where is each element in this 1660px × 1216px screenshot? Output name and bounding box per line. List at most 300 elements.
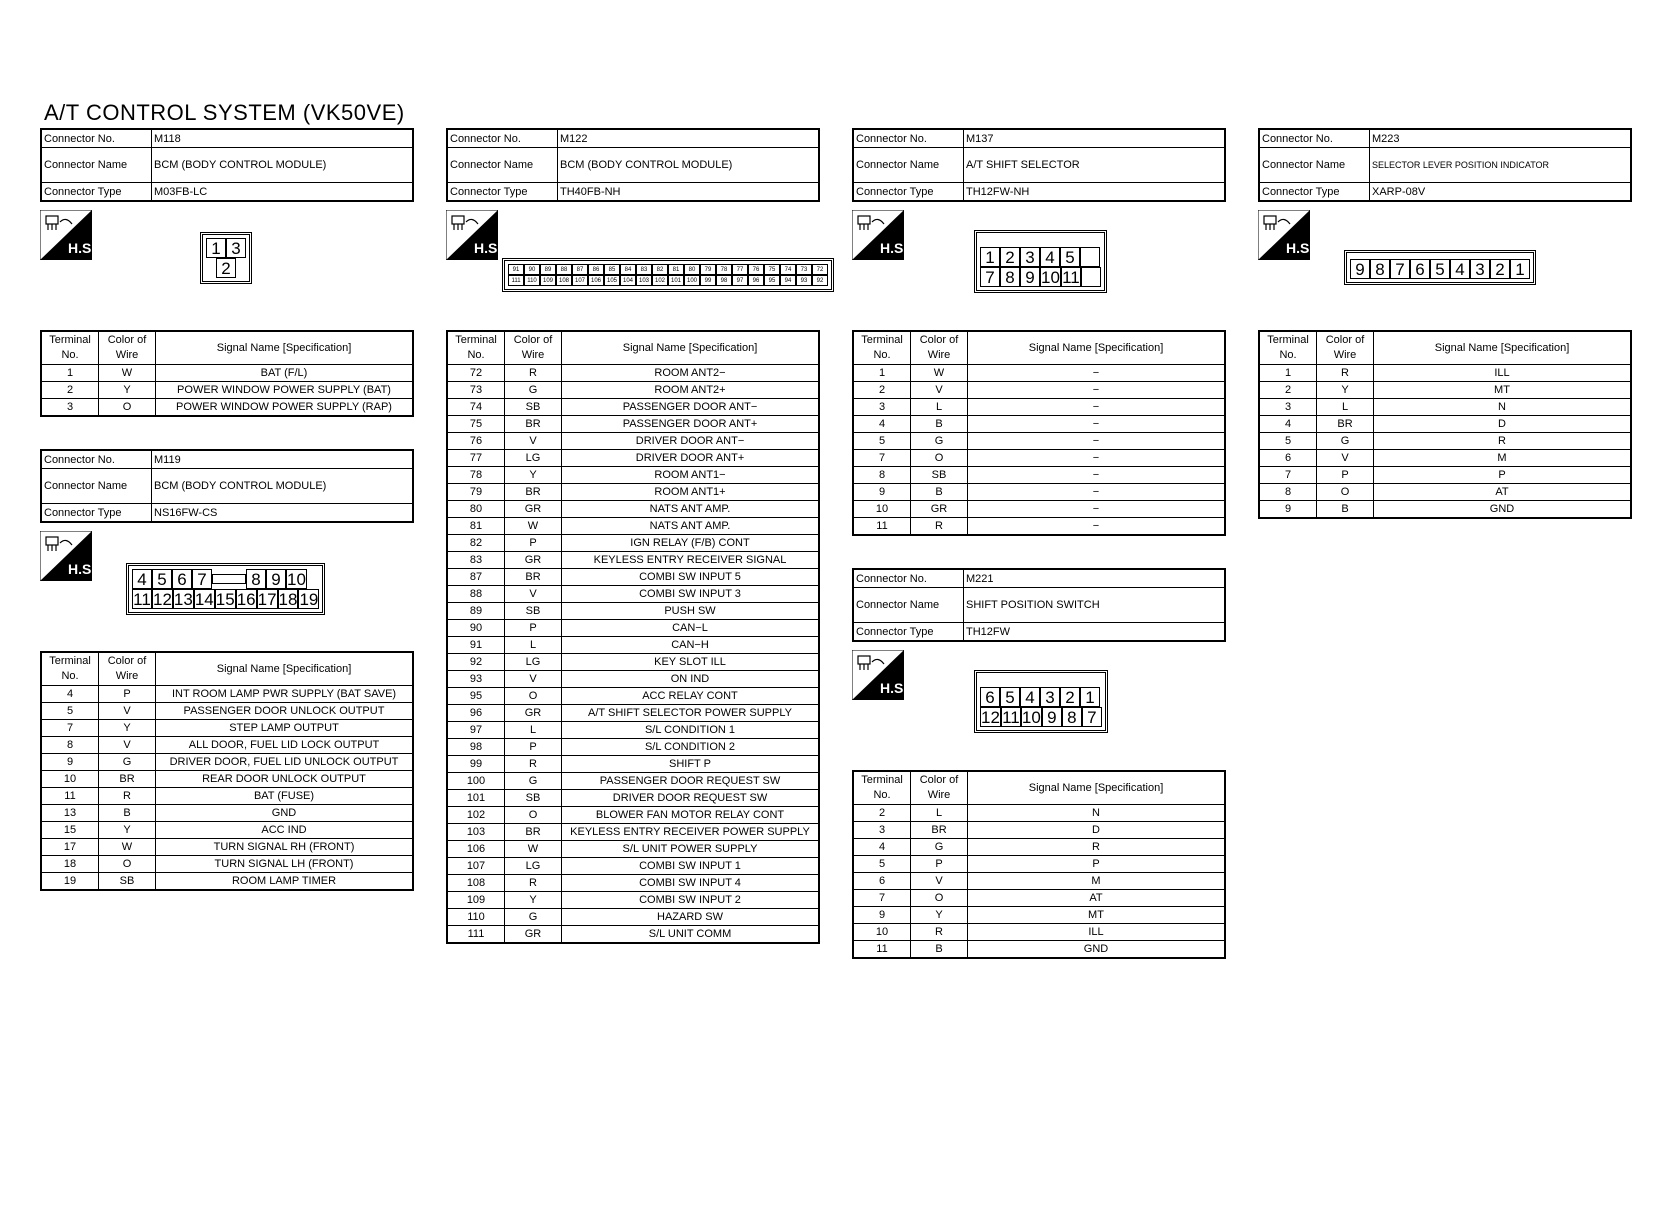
connector-pin-cell: 3 (1040, 687, 1060, 707)
signal-name: REAR DOOR UNLOCK OUTPUT (156, 771, 414, 788)
connector-pin-cell: 78 (716, 264, 732, 275)
connector-pin-cell: 106 (588, 275, 604, 286)
column-m223 (1258, 128, 1632, 519)
wire-color: Y (99, 382, 156, 399)
terminal-no: 17 (41, 839, 99, 856)
connector-info-value: M221 (964, 569, 1226, 588)
connector-info-row (1259, 129, 1631, 148)
connector-pin-cell: 99 (700, 275, 716, 286)
pin-row (447, 875, 819, 892)
hs-label: H.S. (68, 561, 96, 577)
connector-pin-cell: 89 (540, 264, 556, 275)
wire-color: L (1317, 399, 1374, 416)
terminal-no: 3 (1259, 399, 1317, 416)
connector-pin-cell: 3 (1020, 247, 1040, 267)
wire-color: GR (911, 501, 968, 518)
pin-row (447, 552, 819, 569)
connector-pin-cell: 15 (215, 590, 235, 609)
signal-name: PASSENGER DOOR REQUEST SW (562, 773, 820, 790)
pin-row (853, 805, 1225, 822)
connector-pin-cell: 4 (1450, 259, 1470, 279)
connector-pin-cell: 10 (1021, 708, 1041, 727)
signal-name: NATS ANT AMP. (562, 501, 820, 518)
pin-row (853, 873, 1225, 890)
wire-color: R (505, 365, 562, 382)
connector-info-value: SHIFT POSITION SWITCH (964, 588, 1226, 623)
connector-info-value: NS16FW-CS (152, 504, 414, 523)
color-of-wire-header: Color of Wire (505, 331, 562, 365)
connector-diagram (40, 523, 414, 651)
connector-pin-cell: 4 (1040, 247, 1060, 267)
connector-info-row (853, 148, 1225, 183)
wire-color: BR (911, 822, 968, 839)
connector-pin-cell: 1 (206, 238, 226, 258)
wire-color: BR (1317, 416, 1374, 433)
connector-pin-cell: 104 (620, 275, 636, 286)
connector-pin-cell (212, 574, 246, 584)
pin-row (447, 773, 819, 790)
wire-color: BR (505, 569, 562, 586)
connector-info-label: Connector Name (1259, 148, 1370, 183)
column-m118-m119 (40, 128, 414, 891)
terminal-no: 9 (853, 484, 911, 501)
connector-pin-cell: 91 (508, 264, 524, 275)
connector-pin-cell: 110 (524, 275, 540, 286)
page-title: A/T CONTROL SYSTEM (VK50VE) (44, 100, 405, 125)
signal-name: GND (1374, 501, 1632, 519)
wire-color: R (911, 924, 968, 941)
pin-table (40, 651, 414, 891)
wire-color: GR (505, 501, 562, 518)
signal-name: PASSENGER DOOR ANT− (562, 399, 820, 416)
signal-name: KEY SLOT ILL (562, 654, 820, 671)
signal-name: KEYLESS ENTRY RECEIVER SIGNAL (562, 552, 820, 569)
connector-info-row (41, 504, 413, 523)
pin-row (447, 501, 819, 518)
wire-color: SB (99, 873, 156, 891)
connector-pin-cell: 8 (246, 569, 266, 589)
connector-info-label: Connector Type (447, 183, 558, 202)
connector-pin-cell: 90 (524, 264, 540, 275)
pin-row (41, 839, 413, 856)
terminal-no: 15 (41, 822, 99, 839)
connector-pin-cell: 3 (226, 238, 246, 258)
connector-info-value: XARP-08V (1370, 183, 1632, 202)
connector-pin-cell: 87 (572, 264, 588, 275)
signal-name: S/L CONDITION 1 (562, 722, 820, 739)
terminal-no: 6 (853, 873, 911, 890)
wire-color: G (1317, 433, 1374, 450)
wire-color: R (99, 788, 156, 805)
connector-info-value: M119 (152, 450, 414, 469)
connector-pin-cell: 6 (980, 687, 1000, 707)
connector-info-row (447, 129, 819, 148)
terminal-no: 9 (1259, 501, 1317, 519)
pin-row (853, 382, 1225, 399)
signal-name: AT (968, 890, 1226, 907)
connector-face-row (980, 247, 1101, 267)
terminal-no: 19 (41, 873, 99, 891)
signal-name: ROOM ANT2− (562, 365, 820, 382)
connector-pin-cell: 100 (684, 275, 700, 286)
wire-color: SB (505, 603, 562, 620)
connector-face-row (508, 264, 828, 275)
terminal-no: 109 (447, 892, 505, 909)
pin-row (447, 722, 819, 739)
wire-color: Y (99, 720, 156, 737)
pin-row (1259, 433, 1631, 450)
connector-diagram (852, 642, 1226, 770)
terminal-no: 95 (447, 688, 505, 705)
connector-face (974, 230, 1107, 293)
signal-name: BAT (FUSE) (156, 788, 414, 805)
connector-info-row (1259, 148, 1631, 183)
connector-info-table (446, 128, 820, 202)
color-of-wire-header: Color of Wire (1317, 331, 1374, 365)
connector-info-value: TH12FW (964, 623, 1226, 642)
connector-pin-cell: 11 (1062, 268, 1080, 287)
connector-pin-cell: 79 (700, 264, 716, 275)
hs-icon (40, 531, 96, 581)
wire-color: G (505, 909, 562, 926)
pin-row (1259, 382, 1631, 399)
signal-name: ROOM LAMP TIMER (156, 873, 414, 891)
connector-pin-cell: 103 (636, 275, 652, 286)
pin-row (447, 450, 819, 467)
pin-row (447, 705, 819, 722)
wire-color: P (911, 856, 968, 873)
connector-pin-cell: 1 (1080, 687, 1100, 707)
signal-name: ROOM ANT1+ (562, 484, 820, 501)
terminal-no: 81 (447, 518, 505, 535)
terminal-no: 106 (447, 841, 505, 858)
signal-name: CAN−L (562, 620, 820, 637)
pin-row (41, 382, 413, 399)
terminal-no: 2 (853, 382, 911, 399)
pin-row (447, 586, 819, 603)
connector-pin-cell: 17 (257, 590, 277, 609)
pin-row (447, 688, 819, 705)
connector-pin-cell: 85 (604, 264, 620, 275)
connector-pin-cell: 105 (604, 275, 620, 286)
signal-name: POWER WINDOW POWER SUPPLY (BAT) (156, 382, 414, 399)
connector-pin-cell: 5 (1430, 259, 1450, 279)
terminal-no: 75 (447, 416, 505, 433)
wire-color: B (1317, 501, 1374, 519)
signal-name: CAN−H (562, 637, 820, 654)
wire-color: G (911, 433, 968, 450)
connector-pin-cell: 83 (636, 264, 652, 275)
terminal-no: 2 (853, 805, 911, 822)
connector-pin-cell: 74 (780, 264, 796, 275)
terminal-no: 6 (1259, 450, 1317, 467)
connector-pin-cell: 16 (236, 590, 256, 609)
pin-row (447, 671, 819, 688)
signal-name: GND (968, 941, 1226, 959)
hs-icon (852, 210, 908, 260)
signal-name-header: Signal Name [Specification] (968, 331, 1226, 365)
signal-name: COMBI SW INPUT 3 (562, 586, 820, 603)
wire-color: L (911, 399, 968, 416)
terminal-no: 8 (1259, 484, 1317, 501)
connector-face (974, 670, 1108, 733)
connector-info-label: Connector No. (853, 569, 964, 588)
connector-pin-cell: 1 (980, 247, 1000, 267)
signal-name: ON IND (562, 671, 820, 688)
hs-label: H.S. (474, 240, 502, 256)
terminal-no: 1 (41, 365, 99, 382)
connector-info-value: M137 (964, 129, 1226, 148)
connector-block (446, 128, 824, 944)
terminal-no: 91 (447, 637, 505, 654)
terminal-no: 7 (1259, 467, 1317, 484)
pin-row (447, 926, 819, 944)
signal-name: ROOM ANT1− (562, 467, 820, 484)
connector-diagram (446, 202, 824, 330)
pin-row (853, 839, 1225, 856)
signal-name: N (968, 805, 1226, 822)
signal-name: S/L UNIT POWER SUPPLY (562, 841, 820, 858)
connector-pin-cell: 8 (1370, 259, 1390, 279)
terminal-no: 89 (447, 603, 505, 620)
terminal-no: 5 (1259, 433, 1317, 450)
pin-row (853, 467, 1225, 484)
wire-color: LG (505, 654, 562, 671)
connector-info-row (41, 183, 413, 202)
connector-face-row (206, 258, 246, 278)
connector-pin-cell: 4 (1020, 687, 1040, 707)
pin-row (853, 941, 1225, 959)
connector-face-row (980, 687, 1102, 707)
pin-row (447, 756, 819, 773)
hs-label: H.S. (880, 240, 908, 256)
pin-table (40, 330, 414, 417)
wire-color: BR (99, 771, 156, 788)
signal-name: KEYLESS ENTRY RECEIVER POWER SUPPLY (562, 824, 820, 841)
wire-color: W (99, 365, 156, 382)
terminal-no: 90 (447, 620, 505, 637)
pin-table-header (853, 771, 1225, 805)
wire-color: O (911, 450, 968, 467)
pin-row (447, 807, 819, 824)
wire-color: V (505, 586, 562, 603)
terminal-no: 72 (447, 365, 505, 382)
color-of-wire-header: Color of Wire (99, 331, 156, 365)
signal-name: ILL (1374, 365, 1632, 382)
terminal-no: 82 (447, 535, 505, 552)
pin-row (447, 909, 819, 926)
wire-color: V (911, 382, 968, 399)
terminal-no: 5 (41, 703, 99, 720)
terminal-no-header: Terminal No. (853, 331, 911, 365)
connector-pin-cell: 19 (299, 590, 319, 609)
terminal-no: 80 (447, 501, 505, 518)
terminal-no: 1 (853, 365, 911, 382)
connector-info-value: M223 (1370, 129, 1632, 148)
wire-color: SB (505, 399, 562, 416)
signal-name: A/T SHIFT SELECTOR POWER SUPPLY (562, 705, 820, 722)
signal-name: ALL DOOR, FUEL LID LOCK OUTPUT (156, 737, 414, 754)
hs-icon (40, 210, 96, 260)
terminal-no: 107 (447, 858, 505, 875)
pin-row (853, 924, 1225, 941)
signal-name: N (1374, 399, 1632, 416)
connector-pin-cell: 11 (133, 590, 151, 609)
pin-row (447, 824, 819, 841)
connector-pin-cell: 86 (588, 264, 604, 275)
connector-block (852, 568, 1226, 959)
connector-info-row (853, 129, 1225, 148)
terminal-no: 2 (1259, 382, 1317, 399)
pin-row (1259, 416, 1631, 433)
wire-color: B (99, 805, 156, 822)
pin-row (447, 739, 819, 756)
signal-name: − (968, 382, 1226, 399)
connector-info-row (853, 588, 1225, 623)
signal-name: PASSENGER DOOR UNLOCK OUTPUT (156, 703, 414, 720)
terminal-no: 98 (447, 739, 505, 756)
connector-pin-cell: 11 (1002, 708, 1020, 727)
pin-row (1259, 467, 1631, 484)
signal-name: BAT (F/L) (156, 365, 414, 382)
connector-pin-cell: 75 (764, 264, 780, 275)
connector-info-label: Connector No. (447, 129, 558, 148)
terminal-no: 10 (853, 924, 911, 941)
wire-color: V (1317, 450, 1374, 467)
signal-name: MT (1374, 382, 1632, 399)
terminal-no: 18 (41, 856, 99, 873)
pin-row (1259, 484, 1631, 501)
signal-name-header: Signal Name [Specification] (156, 652, 414, 686)
color-of-wire-header: Color of Wire (911, 331, 968, 365)
connector-info-table (852, 568, 1226, 642)
connector-pin-cell: 7 (1390, 259, 1410, 279)
color-of-wire-header: Color of Wire (99, 652, 156, 686)
connector-pin-cell: 1 (1510, 259, 1530, 279)
terminal-no: 7 (853, 890, 911, 907)
connector-info-value: A/T SHIFT SELECTOR (964, 148, 1226, 183)
wire-color: V (99, 703, 156, 720)
connector-block (40, 128, 414, 417)
terminal-no: 13 (41, 805, 99, 822)
signal-name: COMBI SW INPUT 2 (562, 892, 820, 909)
signal-name: − (968, 399, 1226, 416)
wire-color: Y (505, 892, 562, 909)
terminal-no: 102 (447, 807, 505, 824)
terminal-no: 7 (853, 450, 911, 467)
signal-name-header: Signal Name [Specification] (968, 771, 1226, 805)
connector-info-label: Connector Type (853, 183, 964, 202)
terminal-no: 2 (41, 382, 99, 399)
connector-info-value: BCM (BODY CONTROL MODULE) (152, 148, 414, 183)
wire-color: W (505, 841, 562, 858)
pin-row (41, 788, 413, 805)
pin-row (447, 569, 819, 586)
signal-name: DRIVER DOOR ANT− (562, 433, 820, 450)
connector-pin-cell: 7 (980, 267, 1000, 287)
terminal-no: 88 (447, 586, 505, 603)
hs-icon (852, 650, 908, 700)
connector-pin-cell: 5 (1000, 687, 1020, 707)
pin-table-header (1259, 331, 1631, 365)
connector-block (40, 449, 414, 891)
wire-color: GR (505, 926, 562, 944)
pin-row (853, 856, 1225, 873)
wire-color: LG (505, 450, 562, 467)
connector-info-row (853, 569, 1225, 588)
signal-name: TURN SIGNAL LH (FRONT) (156, 856, 414, 873)
terminal-no: 77 (447, 450, 505, 467)
pin-table (446, 330, 820, 944)
wire-color: O (911, 890, 968, 907)
signal-name: R (1374, 433, 1632, 450)
connector-pin-cell (1081, 267, 1101, 287)
connector-pin-cell: 109 (540, 275, 556, 286)
connector-pin-cell: 92 (812, 275, 828, 286)
connector-pin-cell: 101 (668, 275, 684, 286)
terminal-no: 87 (447, 569, 505, 586)
connector-info-row (447, 148, 819, 183)
connector-pin-cell (1080, 247, 1100, 267)
wire-color: P (1317, 467, 1374, 484)
pin-row (41, 737, 413, 754)
connector-pin-cell: 95 (764, 275, 780, 286)
terminal-no: 101 (447, 790, 505, 807)
signal-name: M (1374, 450, 1632, 467)
pin-row (1259, 365, 1631, 382)
pin-table-header (41, 331, 413, 365)
connector-face-row (980, 267, 1101, 287)
connector-info-value: BCM (BODY CONTROL MODULE) (558, 148, 820, 183)
signal-name: D (968, 822, 1226, 839)
signal-name-header: Signal Name [Specification] (1374, 331, 1632, 365)
wire-color: V (505, 671, 562, 688)
wire-color: G (911, 839, 968, 856)
connector-pin-cell: 102 (652, 275, 668, 286)
terminal-no-header: Terminal No. (41, 652, 99, 686)
signal-name: POWER WINDOW POWER SUPPLY (RAP) (156, 399, 414, 417)
wire-color: R (505, 875, 562, 892)
pin-row (447, 637, 819, 654)
signal-name: − (968, 518, 1226, 536)
connector-pin-cell: 84 (620, 264, 636, 275)
signal-name: COMBI SW INPUT 5 (562, 569, 820, 586)
connector-diagram (852, 202, 1226, 330)
pin-table (852, 330, 1226, 536)
connector-face-row (206, 238, 246, 258)
terminal-no: 9 (41, 754, 99, 771)
terminal-no: 5 (853, 433, 911, 450)
connector-pin-cell: 7 (1082, 707, 1102, 727)
connector-pin-cell: 10 (287, 570, 306, 589)
connector-info-value: M118 (152, 129, 414, 148)
connector-pin-cell: 2 (1490, 259, 1510, 279)
pin-row (1259, 450, 1631, 467)
wire-color: O (505, 688, 562, 705)
hs-label: H.S. (1286, 240, 1314, 256)
connector-info-table (852, 128, 1226, 202)
connector-pin-cell: 7 (192, 569, 212, 589)
terminal-no: 79 (447, 484, 505, 501)
wire-color: R (505, 756, 562, 773)
signal-name: AT (1374, 484, 1632, 501)
hs-icon (1258, 210, 1314, 260)
pin-row (41, 703, 413, 720)
pin-row (41, 805, 413, 822)
pin-row (447, 790, 819, 807)
wire-color: W (911, 365, 968, 382)
wire-color: Y (505, 467, 562, 484)
